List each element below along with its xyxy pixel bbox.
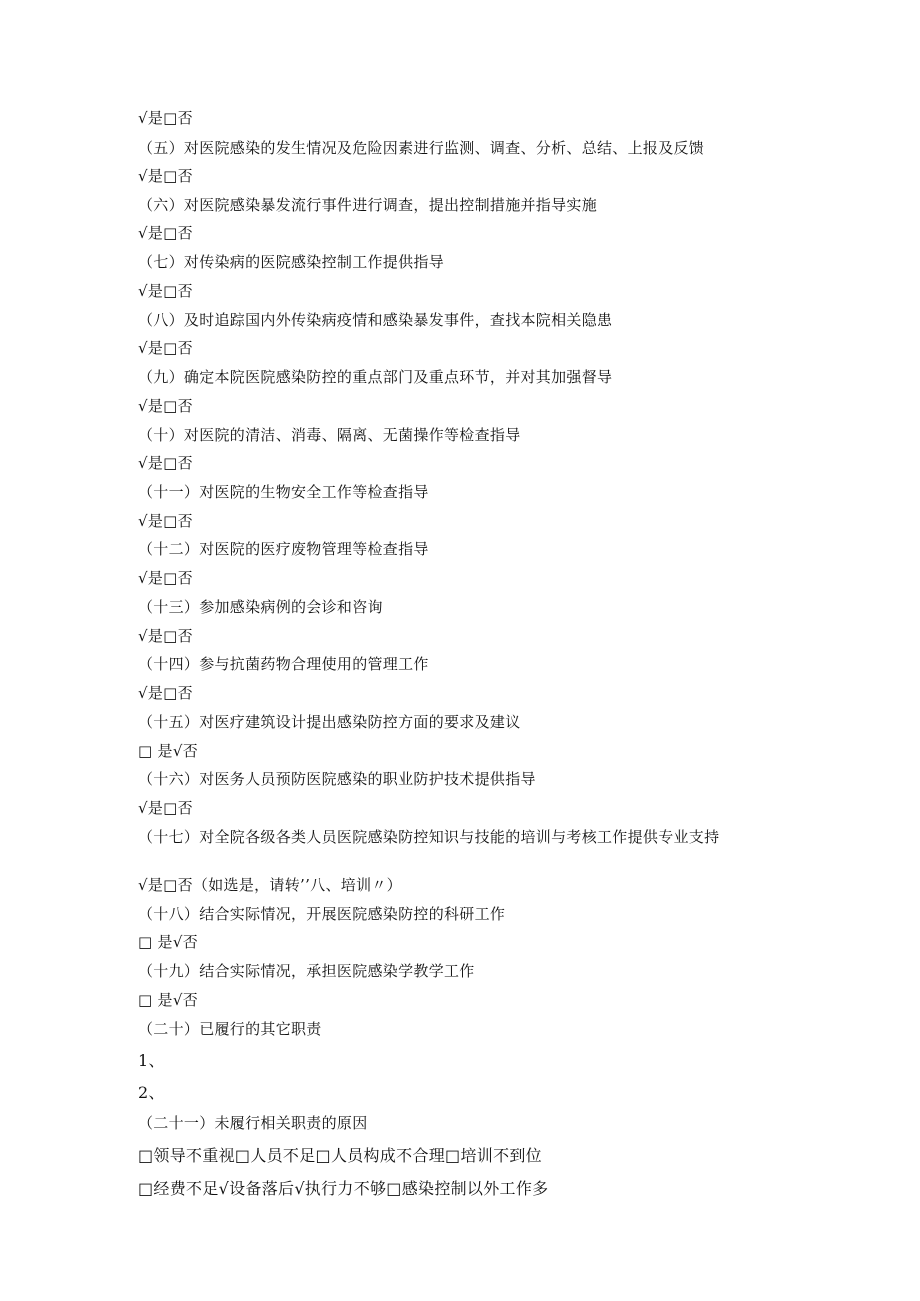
answer-yes-checked: √是□否: [138, 454, 193, 472]
item-10-cleaning-disinfection: （十）对医院的清洁、消毒、隔离、无菌操作等检查指导: [138, 426, 521, 444]
item-5-monitoring: （五）对医院感染的发生情况及危险因素进行监测、调查、分析、总结、上报及反馈: [138, 139, 705, 157]
answer-yes-checked-with-note: √是□否（如选是，请转’’八、培训〃）: [138, 876, 402, 894]
item-20-other-duties: （二十）已履行的其它职责: [138, 1020, 322, 1038]
item-14-antibiotic-management: （十四）参与抗菌药物合理使用的管理工作: [138, 655, 429, 673]
item-6-outbreak-investigation: （六）对医院感染暴发流行事件进行调查，提出控制措施并指导实施: [138, 196, 598, 214]
reasons-row-2: □经费不足√设备落后√执行力不够□感染控制以外工作多: [138, 1179, 549, 1198]
item-9-key-departments: （九）确定本院医院感染防控的重点部门及重点环节，并对其加强督导: [138, 368, 613, 386]
item-7-infectious-disease-guidance: （七）对传染病的医院感染控制工作提供指导: [138, 253, 445, 271]
other-duty-1: 1、: [138, 1051, 165, 1070]
other-duty-2: 2、: [138, 1083, 165, 1102]
item-11-biosafety: （十一）对医院的生物安全工作等检查指导: [138, 483, 429, 501]
answer-yes-checked: √是□否: [138, 512, 193, 530]
answer-no-checked: □ 是√否: [138, 991, 198, 1009]
answer-yes-checked: √是□否: [138, 167, 193, 185]
item-16-occupational-protection: （十六）对医务人员预防医院感染的职业防护技术提供指导: [138, 770, 536, 788]
answer-yes-checked: √是□否: [138, 224, 193, 242]
answer-yes-checked: √是□否: [138, 684, 193, 702]
item-15-building-design: （十五）对医疗建筑设计提出感染防控方面的要求及建议: [138, 713, 521, 731]
answer-yes-checked: √是□否: [138, 627, 193, 645]
item-12-medical-waste: （十二）对医院的医疗废物管理等检查指导: [138, 540, 429, 558]
answer-no-checked: □ 是√否: [138, 933, 198, 951]
item-19-teaching: （十九）结合实际情况，承担医院感染学教学工作: [138, 962, 475, 980]
answer-yes-checked: √是□否: [138, 397, 193, 415]
answer-no-checked: □ 是√否: [138, 742, 198, 760]
answer-yes-checked: √是□否: [138, 799, 193, 817]
item-17-training-assessment: （十七）对全院各级各类人员医院感染防控知识与技能的培训与考核工作提供专业支持: [138, 828, 720, 846]
answer-yes-checked: √是□否: [138, 569, 193, 587]
item-13-consultation: （十三）参加感染病例的会诊和咨询: [138, 598, 383, 616]
answer-yes-checked: √是□否: [138, 282, 193, 300]
answer-yes-checked: √是□否: [138, 339, 193, 357]
item-8-epidemic-tracking: （八）及时追踪国内外传染病疫情和感染暴发事件，查找本院相关隐患: [138, 311, 613, 329]
item-18-research: （十八）结合实际情况，开展医院感染防控的科研工作: [138, 905, 506, 923]
item-21-unfulfilled-reasons: （二十一）未履行相关职责的原因: [138, 1114, 368, 1132]
reasons-row-1: □领导不重视□人员不足□人员构成不合理□培训不到位: [138, 1146, 542, 1165]
answer-yes-checked: √是□否: [138, 109, 193, 127]
